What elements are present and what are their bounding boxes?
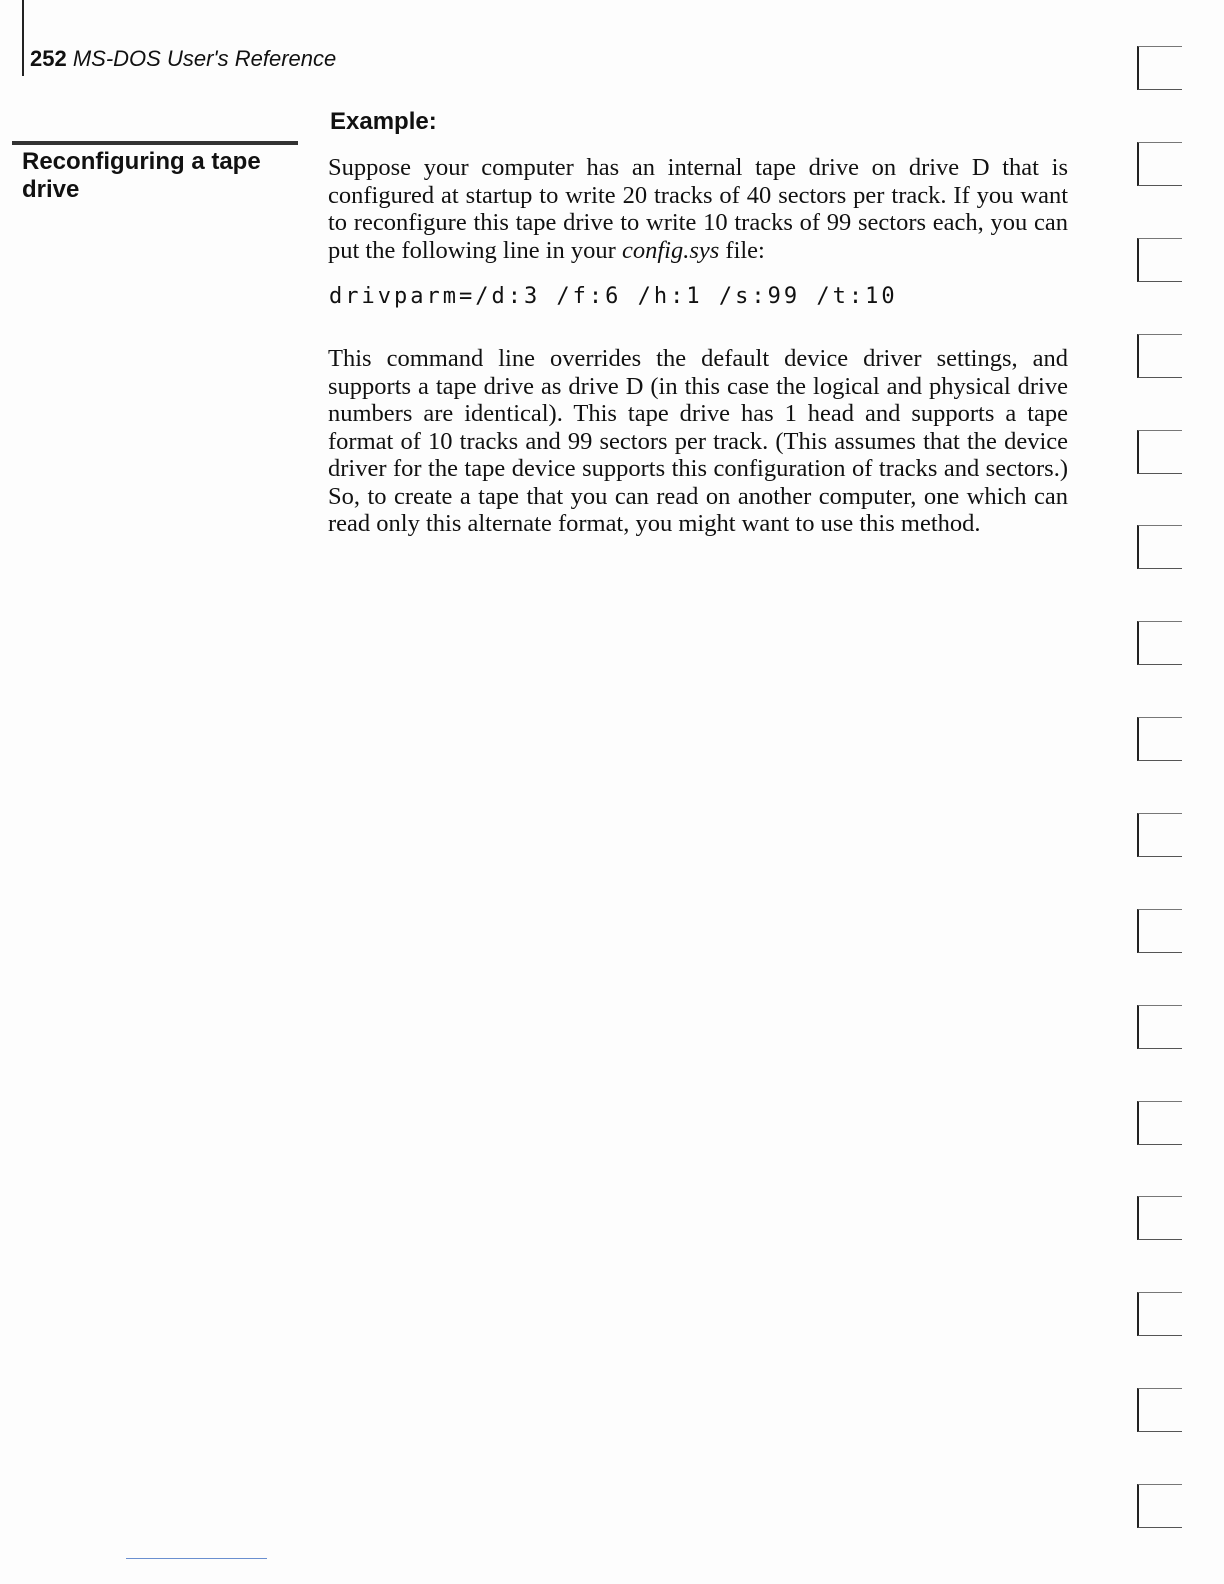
index-tab <box>1137 717 1182 761</box>
section-heading: Reconfiguring a tape drive <box>22 148 261 203</box>
index-tab <box>1137 621 1182 665</box>
index-tab <box>1137 334 1182 378</box>
example-paragraph-intro <box>328 154 1068 264</box>
example-label: Example: <box>330 108 437 135</box>
section-rule <box>12 141 298 145</box>
config-filename: config.sys <box>621 236 720 264</box>
index-tab <box>1137 1292 1182 1336</box>
index-tab <box>1137 1388 1182 1432</box>
index-tab <box>1137 46 1182 90</box>
index-tab <box>1137 1005 1182 1049</box>
running-head <box>30 46 336 72</box>
index-tab <box>1137 1484 1182 1528</box>
book-title: MS-DOS User's Reference <box>72 46 337 71</box>
index-tab <box>1137 813 1182 857</box>
intro-text-end: file: <box>719 236 765 264</box>
index-tab <box>1137 909 1182 953</box>
footer-rule <box>126 1558 267 1559</box>
index-tab <box>1137 1101 1182 1145</box>
intro-text: Suppose your computer has an internal tape drive on drive D that is configured at startup to write 20 tracks of 40 sectors per track. If you want to reconfigure this tape drive to write 10 tracks of 99 sectors each, you can put the following line in your <box>328 154 1068 264</box>
index-tab <box>1137 525 1182 569</box>
index-tab <box>1137 142 1182 186</box>
command-line-example: drivparm=/d:3 /f:6 /h:1 /s:99 /t:10 <box>329 284 898 309</box>
index-tab <box>1137 1196 1182 1240</box>
gutter-rule <box>22 0 24 76</box>
index-tab <box>1137 430 1182 474</box>
page-number: 252 <box>30 46 67 71</box>
example-paragraph-explanation: This command line overrides the default device driver settings, and supports a tape drive as drive D (in this case the logical and physical drive numbers are identical). This tape drive has 1 head and supports a tape format of 10 tracks and 99 sectors per track. (This assumes that the device driver for the tape device supports this configuration of tracks and sectors.) So, to create a tape that you can read on another computer, one which can read only this alternate format, you might want to use this method. <box>328 345 1068 537</box>
index-tab <box>1137 238 1182 282</box>
